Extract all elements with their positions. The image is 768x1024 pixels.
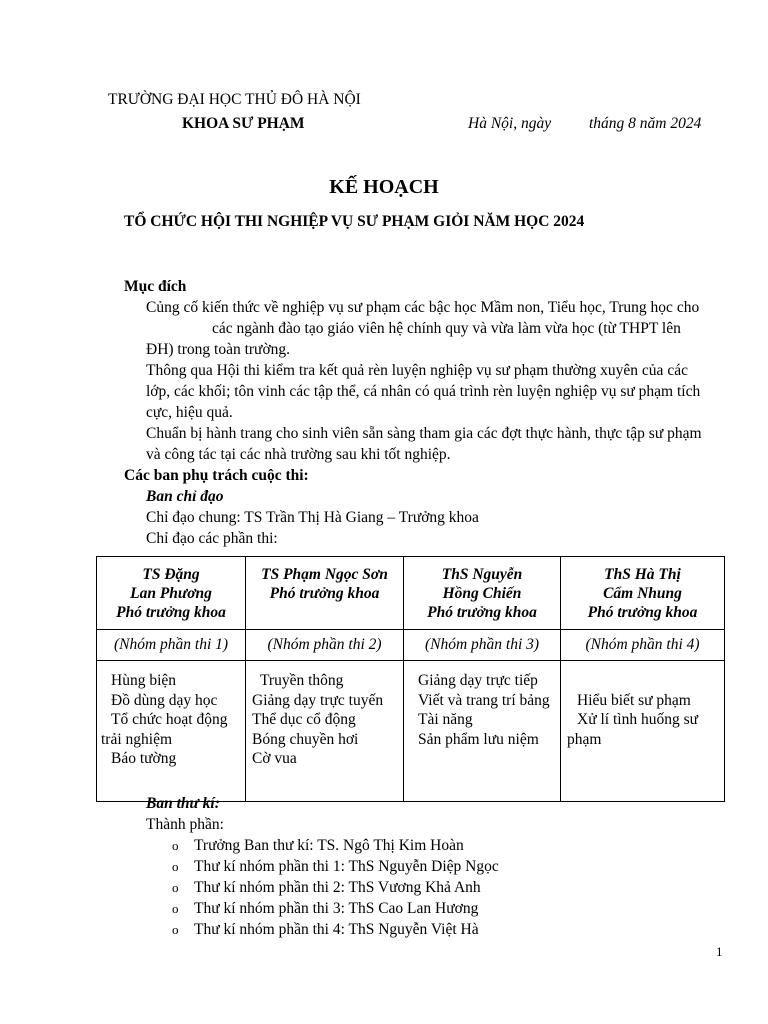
- secretariat-member: Thư kí nhóm phần thi 2: ThS Vương Khả Anh: [194, 879, 481, 896]
- list-bullet: o: [172, 880, 179, 895]
- purpose-p1-line2: các ngành đào tạo giáo viên hệ chính quy và vừa làm vừa học (từ THPT lên: [212, 320, 681, 337]
- faculty-name: KHOA SƯ PHẠM: [182, 115, 305, 132]
- table-head-line: TS Đặng: [142, 566, 200, 583]
- table-row-groups: [97, 630, 725, 661]
- table-item: Báo tường: [111, 750, 177, 767]
- list-bullet: o: [172, 859, 179, 874]
- table-row-items: [97, 661, 725, 802]
- table-head-cell: [246, 557, 404, 630]
- secretariat-heading: Ban thư kí:: [146, 795, 220, 812]
- table-group-cell: (Nhóm phần thi 1): [97, 630, 246, 661]
- place-date-part1: Hà Nội, ngày: [468, 115, 552, 132]
- purpose-p1-line3: ĐH) trong toàn trường.: [146, 341, 291, 358]
- table-head-cell: [404, 557, 561, 630]
- table-head-line: Phó trưởng khoa: [116, 604, 226, 621]
- table-head-line: Phó trưởng khoa: [427, 604, 537, 621]
- table-row-heads: [97, 557, 725, 630]
- table-item: phạm: [567, 730, 602, 748]
- document-title: KẾ HOẠCH: [329, 176, 439, 198]
- table-head-cell: [561, 557, 725, 630]
- table-head-line: ThS Hà Thị: [604, 566, 681, 583]
- purpose-p2-line3: cực, hiệu quả.: [146, 404, 233, 421]
- table-items-cell: [97, 661, 246, 802]
- steering-sections-intro: Chỉ đạo các phần thi:: [146, 530, 278, 547]
- committees-heading: Các ban phụ trách cuộc thi:: [124, 467, 309, 484]
- university-name: TRƯỜNG ĐẠI HỌC THỦ ĐÔ HÀ NỘI: [108, 91, 361, 108]
- table-item: Tài năng: [418, 711, 473, 728]
- table-item: Xử lí tình huống sư: [577, 711, 699, 728]
- table-item: Hùng biện: [111, 672, 177, 689]
- purpose-p3-line1: Chuẩn bị hành trang cho sinh viên sẵn sàng tham gia các đợt thực hành, thực tập sư phạm: [146, 425, 702, 442]
- table-head-line: ThS Nguyễn: [441, 566, 523, 583]
- steering-general: Chỉ đạo chung: TS Trần Thị Hà Giang – Trưởng khoa: [146, 509, 479, 526]
- secretariat-composition-label: Thành phần:: [146, 816, 224, 833]
- table-item: Bóng chuyền hơi: [252, 730, 359, 748]
- table-item: Sản phẩm lưu niệm: [418, 730, 539, 748]
- purpose-p2-line1: Thông qua Hội thi kiểm tra kết quả rèn luyện nghiệp vụ sư phạm thường xuyên của các: [146, 362, 688, 379]
- table-group-cell: (Nhóm phần thi 2): [246, 630, 404, 661]
- list-bullet: o: [172, 922, 179, 937]
- table-items-cell: [561, 661, 725, 802]
- steering-heading: Ban chỉ đạo: [146, 488, 224, 505]
- table-head-cell: [97, 557, 246, 630]
- table-item: Viết và trang trí bảng: [418, 691, 550, 709]
- list-bullet: o: [172, 901, 179, 916]
- purpose-heading: Mục đích: [124, 278, 187, 295]
- table-item: Tổ chức hoạt động: [111, 711, 228, 728]
- secretariat-member: Thư kí nhóm phần thi 1: ThS Nguyễn Diệp Ngọc: [194, 858, 499, 875]
- table-item: Thể dục cổ động: [252, 711, 356, 728]
- document-subtitle: TỔ CHỨC HỘI THI NGHIỆP VỤ SƯ PHẠM GIỎI NĂM HỌC 2024: [124, 213, 585, 230]
- place-date-part2: tháng 8 năm 2024: [589, 115, 702, 132]
- committee-table: [96, 556, 725, 802]
- table-item: Cờ vua: [252, 750, 297, 767]
- table-item: Đồ dùng dạy học: [111, 691, 218, 709]
- purpose-p2-line2: lớp, các khối; tôn vinh các tập thể, cá nhân có quá trình rèn luyện nghiệp vụ sư phạm tích: [146, 383, 701, 400]
- table-item: Hiểu biết sư phạm: [577, 691, 691, 709]
- purpose-p1-line1: Củng cố kiến thức về nghiệp vụ sư phạm các bậc học Mầm non, Tiểu học, Trung học cho: [146, 299, 700, 316]
- table-head-line: Phó trưởng khoa: [269, 585, 380, 602]
- table-item: Truyền thông: [260, 672, 344, 689]
- table-group-cell: (Nhóm phần thi 3): [404, 630, 561, 661]
- table-head-line: Phó trưởng khoa: [587, 604, 698, 621]
- list-bullet: o: [172, 838, 179, 853]
- table-head-line: Lan Phương: [130, 585, 212, 602]
- secretariat-member: Trưởng Ban thư kí: TS. Ngô Thị Kim Hoàn: [194, 837, 464, 854]
- table-items-cell: [404, 661, 561, 802]
- table-items-cell: [246, 661, 404, 802]
- table-item: trải nghiệm: [101, 730, 173, 748]
- purpose-p3-line2: và công tác tại các nhà trường sau khi tốt nghiệp.: [146, 446, 451, 463]
- secretariat-member: Thư kí nhóm phần thi 4: ThS Nguyễn Việt Hà: [194, 921, 479, 938]
- table-head-line: Cẩm Nhung: [603, 585, 682, 602]
- table-item: Giảng dạy trực tiếp: [418, 672, 538, 689]
- table-head-line: TS Phạm Ngọc Sơn: [261, 566, 388, 583]
- secretariat-member: Thư kí nhóm phần thi 3: ThS Cao Lan Hương: [194, 900, 479, 917]
- page-number: 1: [716, 944, 723, 959]
- table-item: Giảng dạy trực tuyến: [252, 691, 384, 709]
- table-head-line: Hồng Chiến: [442, 585, 522, 602]
- table-group-cell: (Nhóm phần thi 4): [561, 630, 725, 661]
